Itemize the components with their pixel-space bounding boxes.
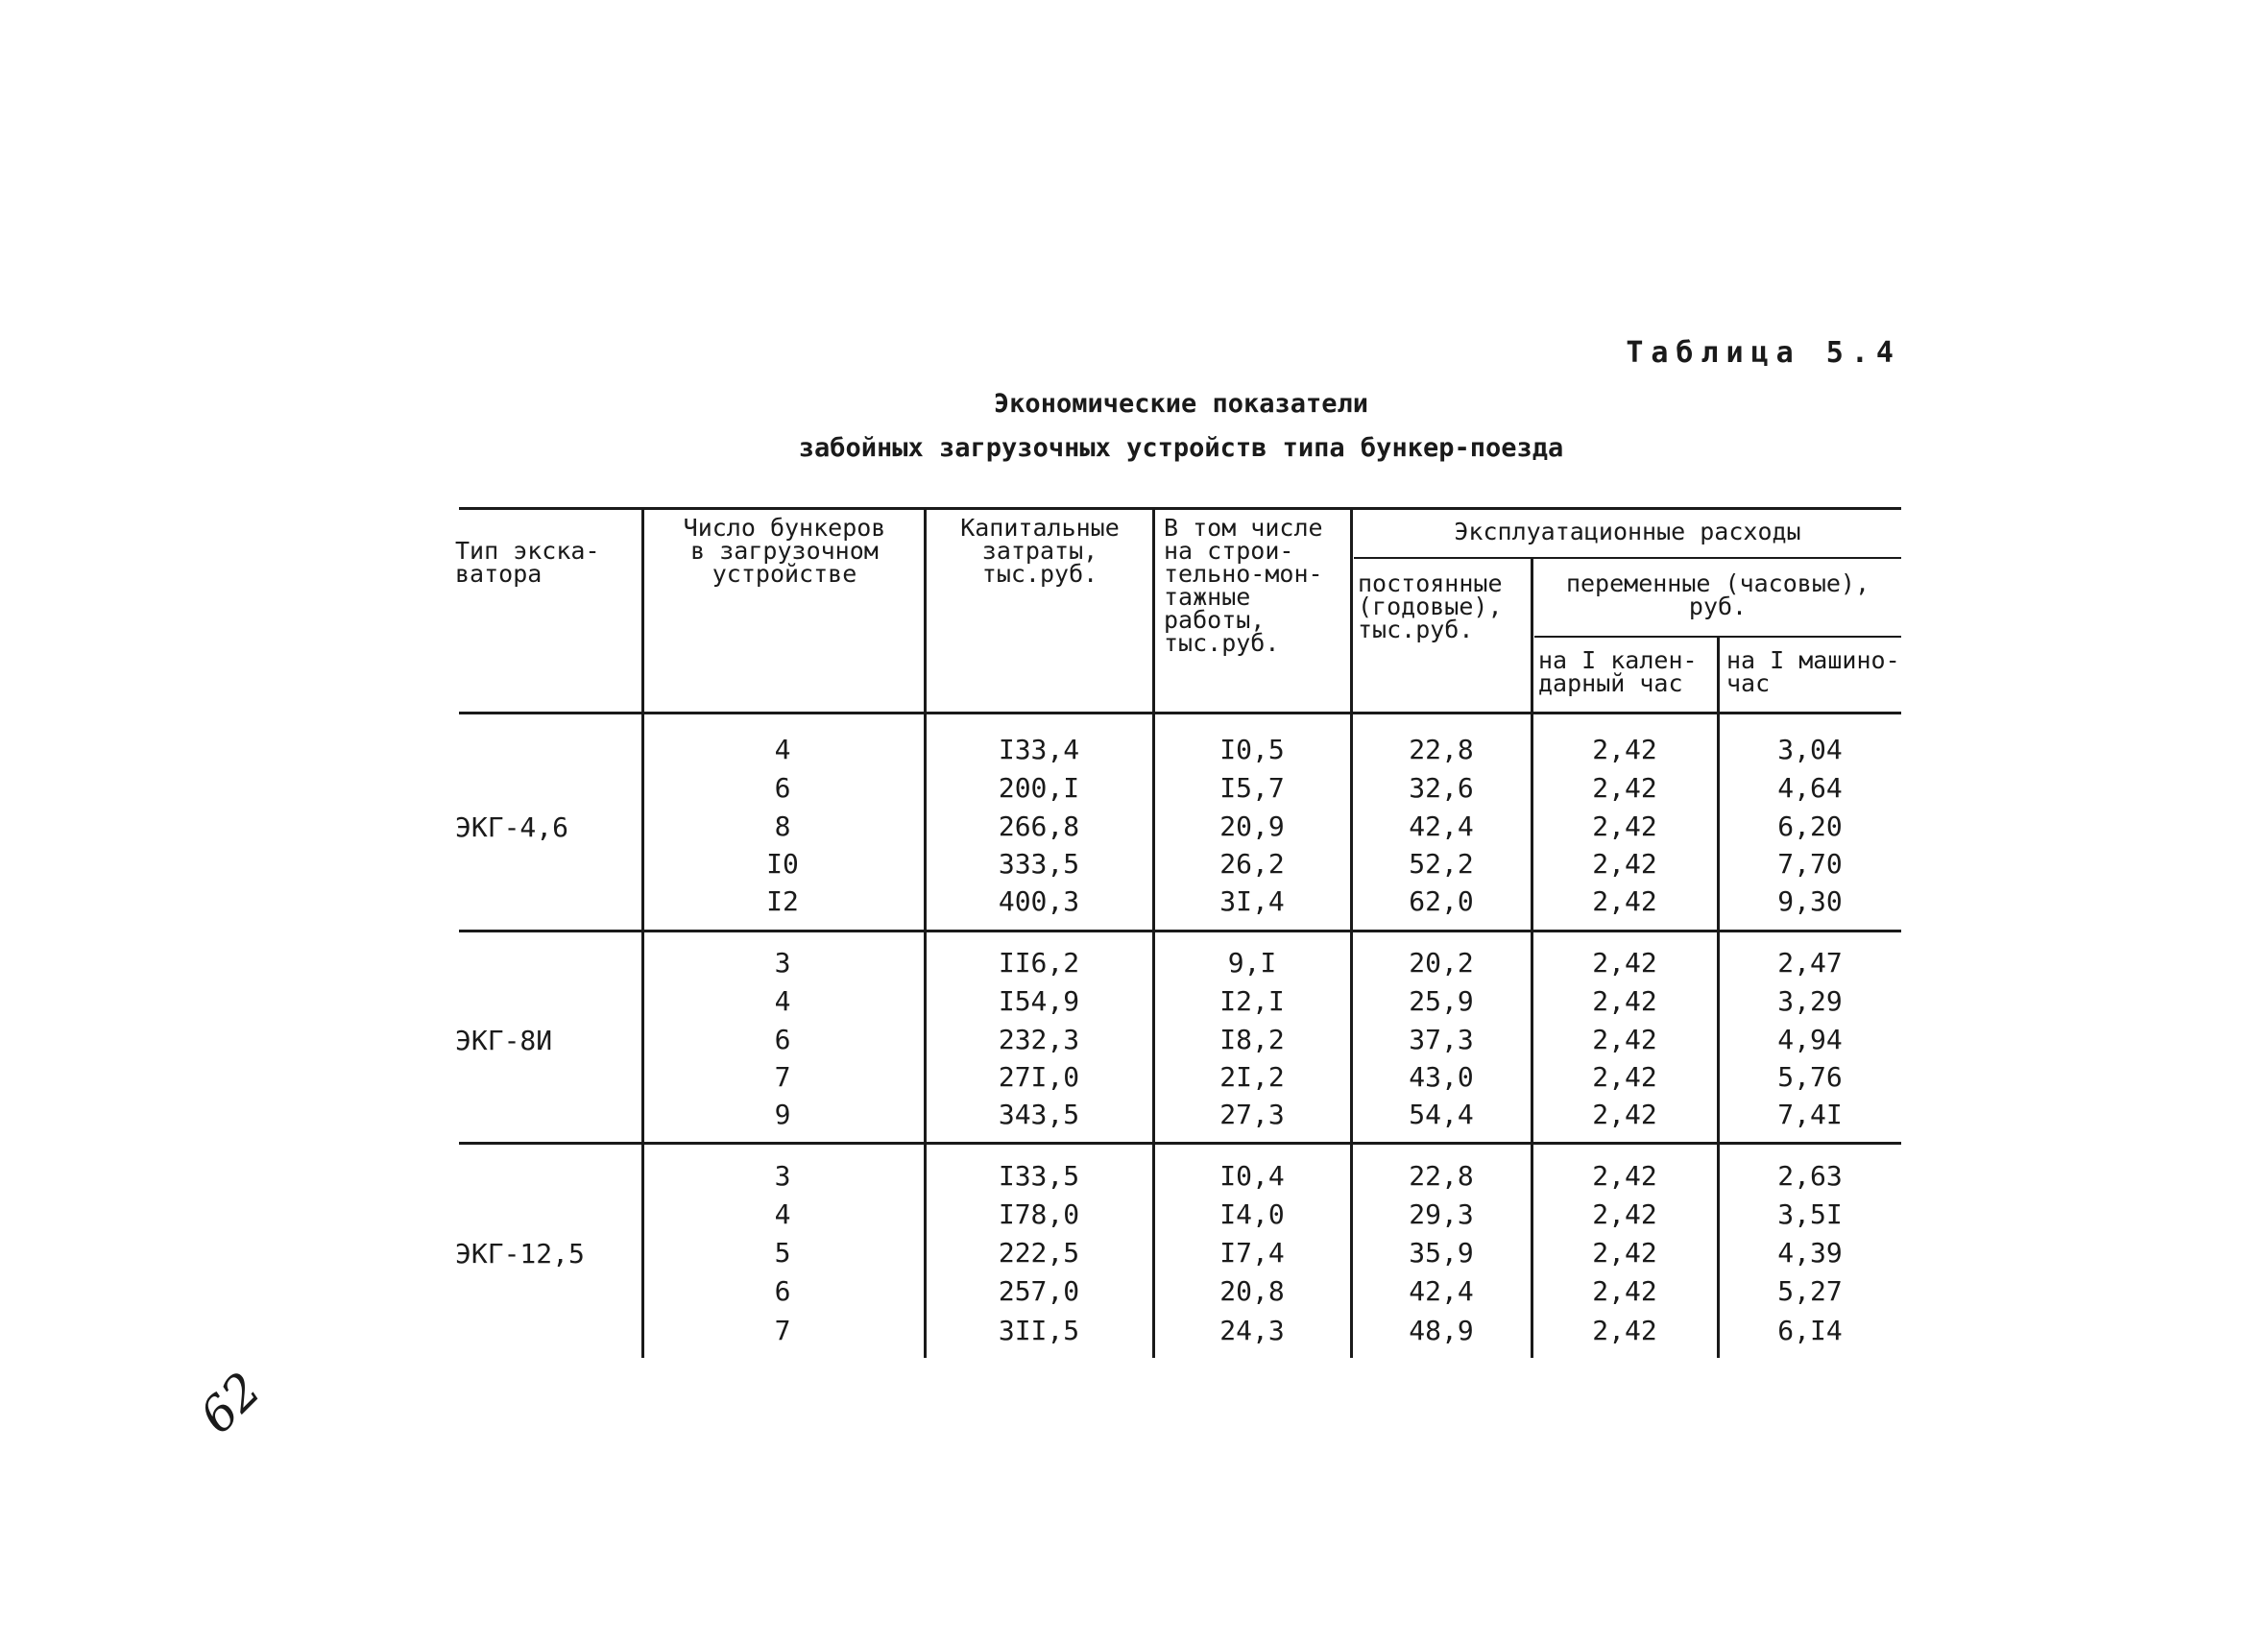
construction-costs-cell: I2,I (1219, 985, 1285, 1017)
machine-hour-cell: 9,30 (1777, 885, 1843, 917)
calendar-hour-cell: 2,42 (1592, 985, 1657, 1017)
bunker-count-cell: 6 (774, 1024, 791, 1055)
bunker-count-cell: I0 (766, 848, 799, 880)
bunker-count-cell: I2 (766, 885, 799, 917)
capital-costs-cell: II6,2 (998, 947, 1080, 979)
construction-costs-cell: 3I,4 (1219, 885, 1285, 917)
header-per-calendar-hour: на I кален- дарный час (1538, 646, 1698, 697)
fixed-costs-cell: 54,4 (1409, 1099, 1474, 1130)
machine-hour-cell: 4,94 (1777, 1024, 1843, 1055)
header-fixed-costs: постоянные (годовые), тыс.руб. (1358, 569, 1503, 643)
excavator-label: ЭКГ-12,5 (455, 1238, 585, 1270)
construction-costs-cell: 20,8 (1219, 1275, 1285, 1307)
bunker-count-cell: 5 (774, 1237, 791, 1269)
header-bottom-rule (459, 712, 1901, 714)
calendar-hour-cell: 2,42 (1592, 1315, 1657, 1346)
fixed-costs-cell: 42,4 (1409, 1275, 1474, 1307)
machine-hour-cell: 7,4I (1777, 1099, 1843, 1130)
header-variable-costs: переменные (часовые), руб. (1565, 569, 1870, 620)
construction-costs-cell: 24,3 (1219, 1315, 1285, 1346)
bunker-count-cell: 7 (774, 1061, 791, 1093)
machine-hour-cell: 2,47 (1777, 947, 1843, 979)
capital-costs-cell: 27I,0 (998, 1061, 1080, 1093)
calendar-hour-cell: 2,42 (1592, 947, 1657, 979)
machine-hour-cell: 4,64 (1777, 772, 1843, 804)
calendar-hour-cell: 2,42 (1592, 1024, 1657, 1055)
capital-costs-cell: 257,0 (998, 1275, 1080, 1307)
bunker-count-cell: 4 (774, 1198, 791, 1230)
calendar-hour-cell: 2,42 (1592, 1099, 1657, 1130)
capital-costs-cell: 400,3 (998, 885, 1080, 917)
machine-hour-cell: 5,76 (1777, 1061, 1843, 1093)
machine-hour-cell: 4,39 (1777, 1237, 1843, 1269)
header-excavator-type: Тип экска- ватора (455, 537, 600, 588)
fixed-costs-cell: 52,2 (1409, 848, 1474, 880)
machine-hour-cell: 3,29 (1777, 985, 1843, 1017)
bunker-count-cell: 3 (774, 1160, 791, 1192)
calendar-hour-cell: 2,42 (1592, 1198, 1657, 1230)
header-construction-costs: В том числе на строи- тельно-мон- тажные работы, тыс.руб. (1164, 514, 1323, 657)
construction-costs-cell: 9,I (1227, 947, 1277, 979)
construction-costs-cell: I0,4 (1219, 1160, 1285, 1192)
header-capital-costs: Капитальные затраты, тыс.руб. (960, 514, 1120, 588)
calendar-hour-cell: 2,42 (1592, 885, 1657, 917)
table-top-rule (459, 507, 1901, 510)
bunker-count-cell: 3 (774, 947, 791, 979)
calendar-hour-cell: 2,42 (1592, 1061, 1657, 1093)
capital-costs-cell: 343,5 (998, 1099, 1080, 1130)
fixed-costs-cell: 62,0 (1409, 885, 1474, 917)
calendar-hour-cell: 2,42 (1592, 772, 1657, 804)
bunker-count-cell: 6 (774, 772, 791, 804)
machine-hour-cell: 5,27 (1777, 1275, 1843, 1307)
fixed-costs-cell: 35,9 (1409, 1237, 1474, 1269)
table-number: Таблица 5.4 (1626, 336, 1901, 370)
capital-costs-cell: 232,3 (998, 1024, 1080, 1055)
bunker-count-cell: 9 (774, 1099, 791, 1130)
bunker-count-cell: 7 (774, 1315, 791, 1346)
bunker-count-cell: 8 (774, 810, 791, 842)
excavator-label: ЭКГ-8И (455, 1025, 553, 1056)
operating-costs-rule (1354, 557, 1901, 559)
bunker-count-cell: 4 (774, 985, 791, 1017)
fixed-costs-cell: 37,3 (1409, 1024, 1474, 1055)
calendar-hour-cell: 2,42 (1592, 734, 1657, 765)
fixed-costs-cell: 29,3 (1409, 1198, 1474, 1230)
header-operating-costs: Эксплуатационные расходы (1454, 518, 1801, 545)
calendar-hour-cell: 2,42 (1592, 810, 1657, 842)
construction-costs-cell: 2I,2 (1219, 1061, 1285, 1093)
machine-hour-cell: 2,63 (1777, 1160, 1843, 1192)
capital-costs-cell: I54,9 (998, 985, 1080, 1017)
machine-hour-cell: 6,I4 (1777, 1315, 1843, 1346)
bunker-count-cell: 6 (774, 1275, 791, 1307)
fixed-costs-cell: 43,0 (1409, 1061, 1474, 1093)
construction-costs-cell: I5,7 (1219, 772, 1285, 804)
capital-costs-cell: 3II,5 (998, 1315, 1080, 1346)
construction-costs-cell: I7,4 (1219, 1237, 1285, 1269)
capital-costs-cell: I33,5 (998, 1160, 1080, 1192)
capital-costs-cell: 200,I (998, 772, 1080, 804)
construction-costs-cell: I0,5 (1219, 734, 1285, 765)
title-line-2: забойных загрузочных устройств типа бункер-поезда (798, 433, 1564, 463)
excavator-label: ЭКГ-4,6 (455, 811, 569, 843)
machine-hour-cell: 3,04 (1777, 734, 1843, 765)
calendar-hour-cell: 2,42 (1592, 1275, 1657, 1307)
construction-costs-cell: 27,3 (1219, 1099, 1285, 1130)
calendar-hour-cell: 2,42 (1592, 1160, 1657, 1192)
group-separator-2 (459, 1142, 1901, 1145)
fixed-costs-cell: 22,8 (1409, 1160, 1474, 1192)
group-separator-1 (459, 930, 1901, 932)
calendar-hour-cell: 2,42 (1592, 848, 1657, 880)
header-bunker-count: Число бункеров в загрузочном устройстве (683, 514, 886, 588)
construction-costs-cell: I8,2 (1219, 1024, 1285, 1055)
title-line-1: Экономические показатели (993, 389, 1369, 419)
fixed-costs-cell: 22,8 (1409, 734, 1474, 765)
construction-costs-cell: I4,0 (1219, 1198, 1285, 1230)
table-title (749, 382, 1613, 471)
capital-costs-cell: I78,0 (998, 1198, 1080, 1230)
machine-hour-cell: 7,70 (1777, 848, 1843, 880)
fixed-costs-cell: 25,9 (1409, 985, 1474, 1017)
construction-costs-cell: 20,9 (1219, 810, 1285, 842)
machine-hour-cell: 3,5I (1777, 1198, 1843, 1230)
fixed-costs-cell: 42,4 (1409, 810, 1474, 842)
machine-hour-cell: 6,20 (1777, 810, 1843, 842)
capital-costs-cell: I33,4 (998, 734, 1080, 765)
header-per-machine-hour: на I машино- час (1726, 646, 1900, 697)
fixed-costs-cell: 48,9 (1409, 1315, 1474, 1346)
capital-costs-cell: 222,5 (998, 1237, 1080, 1269)
fixed-costs-cell: 32,6 (1409, 772, 1474, 804)
bunker-count-cell: 4 (774, 734, 791, 765)
capital-costs-cell: 266,8 (998, 810, 1080, 842)
calendar-hour-cell: 2,42 (1592, 1237, 1657, 1269)
fixed-costs-cell: 20,2 (1409, 947, 1474, 979)
handwritten-page-number: 62 (188, 1361, 272, 1445)
capital-costs-cell: 333,5 (998, 848, 1080, 880)
construction-costs-cell: 26,2 (1219, 848, 1285, 880)
